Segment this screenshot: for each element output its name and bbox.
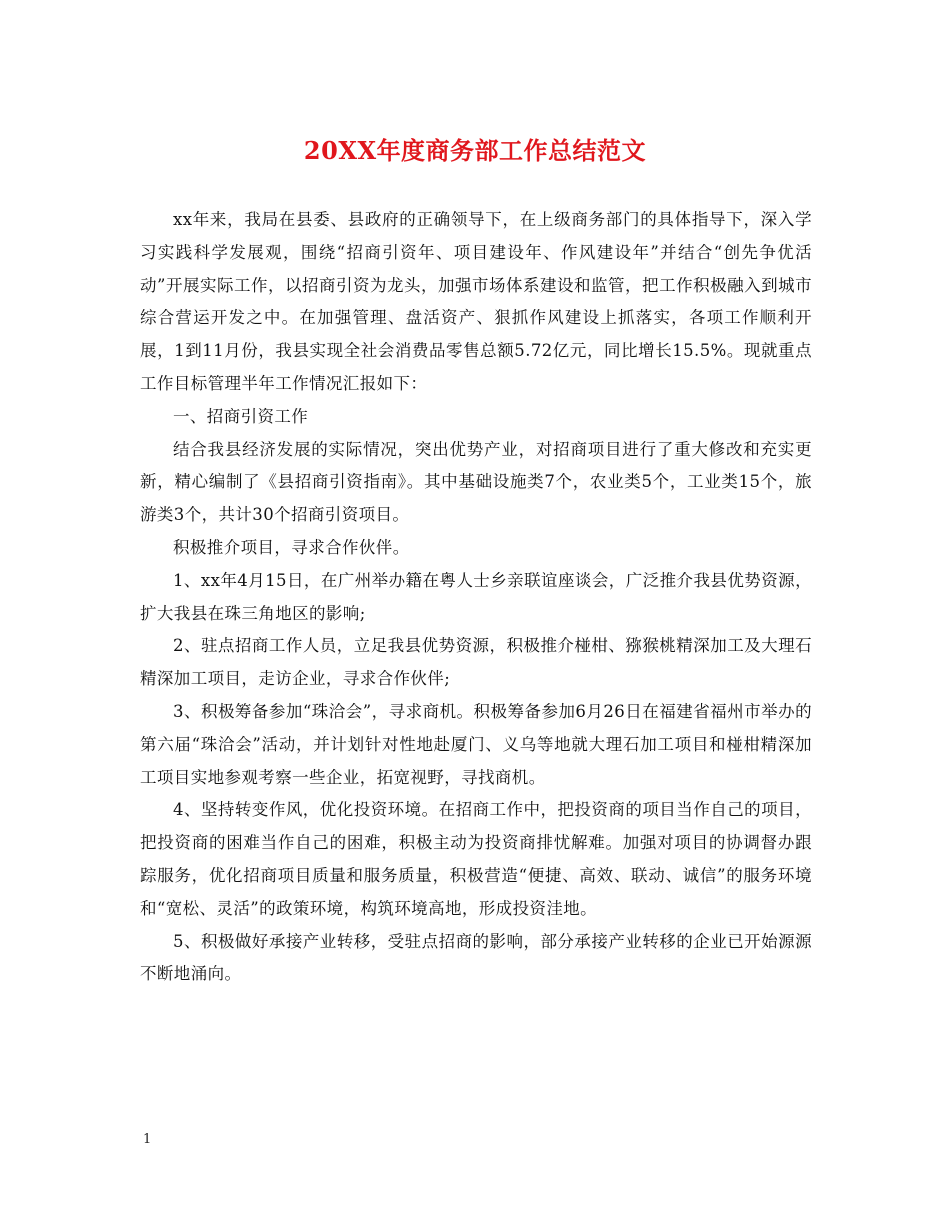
paragraph-project-guide: 结合我县经济发展的实际情况，突出优势产业，对招商项目进行了重大修改和充实更新，精心编制了《县招商引资指南》。其中基础设施类7个，农业类5个，工业类15个，旅游类3个，共计30个招商引资项目。 xyxy=(140,439,812,525)
document-title: 20XX年度商务部工作总结范文 xyxy=(303,136,647,165)
list-item-4: 4、坚持转变作风，优化投资环境。在招商工作中，把投资商的项目当作自己的项目，把投资商的困难当作自己的困难，积极主动为投资商排忧解难。加强对项目的协调督办跟踪服务，优化招商项目质量和服务质量，积极营造“便捷、高效、联动、诚信”的服务环境和“宽松、灵活”的政策环境，构筑环境高地，形成投资洼地。 xyxy=(140,800,812,918)
document-body xyxy=(140,204,812,991)
paragraph-promote-projects: 积极推介项目，寻求合作伙伴。 xyxy=(173,537,410,557)
paragraph-intro: xx年来，我局在县委、县政府的正确领导下，在上级商务部门的具体指导下，深入学习实践科学发展观，围绕“招商引资年、项目建设年、作风建设年”并结合“创先争优活动”开展实际工作，以招商引资为龙头，加强市场体系建设和监管，把工作积极融入到城市综合营运开发之中。在加强管理、盘活资产、狠抓作风建设上抓落实，各项工作顺利开展，1到11月份，我县实现全社会消费品零售总额5.72亿元，同比增长15.5%。现就重点工作目标管理半年工作情况汇报如下： xyxy=(140,210,812,393)
list-item-5: 5、积极做好承接产业转移，受驻点招商的影响，部分承接产业转移的企业已开始源源不断地涌向。 xyxy=(140,931,812,984)
list-item-3: 3、积极筹备参加“珠洽会”，寻求商机。积极筹备参加6月26日在福建省福州市举办的第六届“珠洽会”活动，并计划针对性地赴厦门、义乌等地就大理石加工项目和椪柑精深加工项目实地参观考察一些企业，拓宽视野，寻找商机。 xyxy=(140,701,812,787)
list-item-1: 1、xx年4月15日，在广州举办籍在粤人士乡亲联谊座谈会，广泛推介我县优势资源，扩大我县在珠三角地区的影响; xyxy=(140,570,812,623)
page-number: 1 xyxy=(143,1132,152,1147)
section-heading-investment: 一、招商引资工作 xyxy=(173,406,309,426)
list-item-2: 2、驻点招商工作人员，立足我县优势资源，积极推介椪柑、猕猴桃精深加工及大理石精深加工项目，走访企业，寻求合作伙伴; xyxy=(140,636,812,689)
